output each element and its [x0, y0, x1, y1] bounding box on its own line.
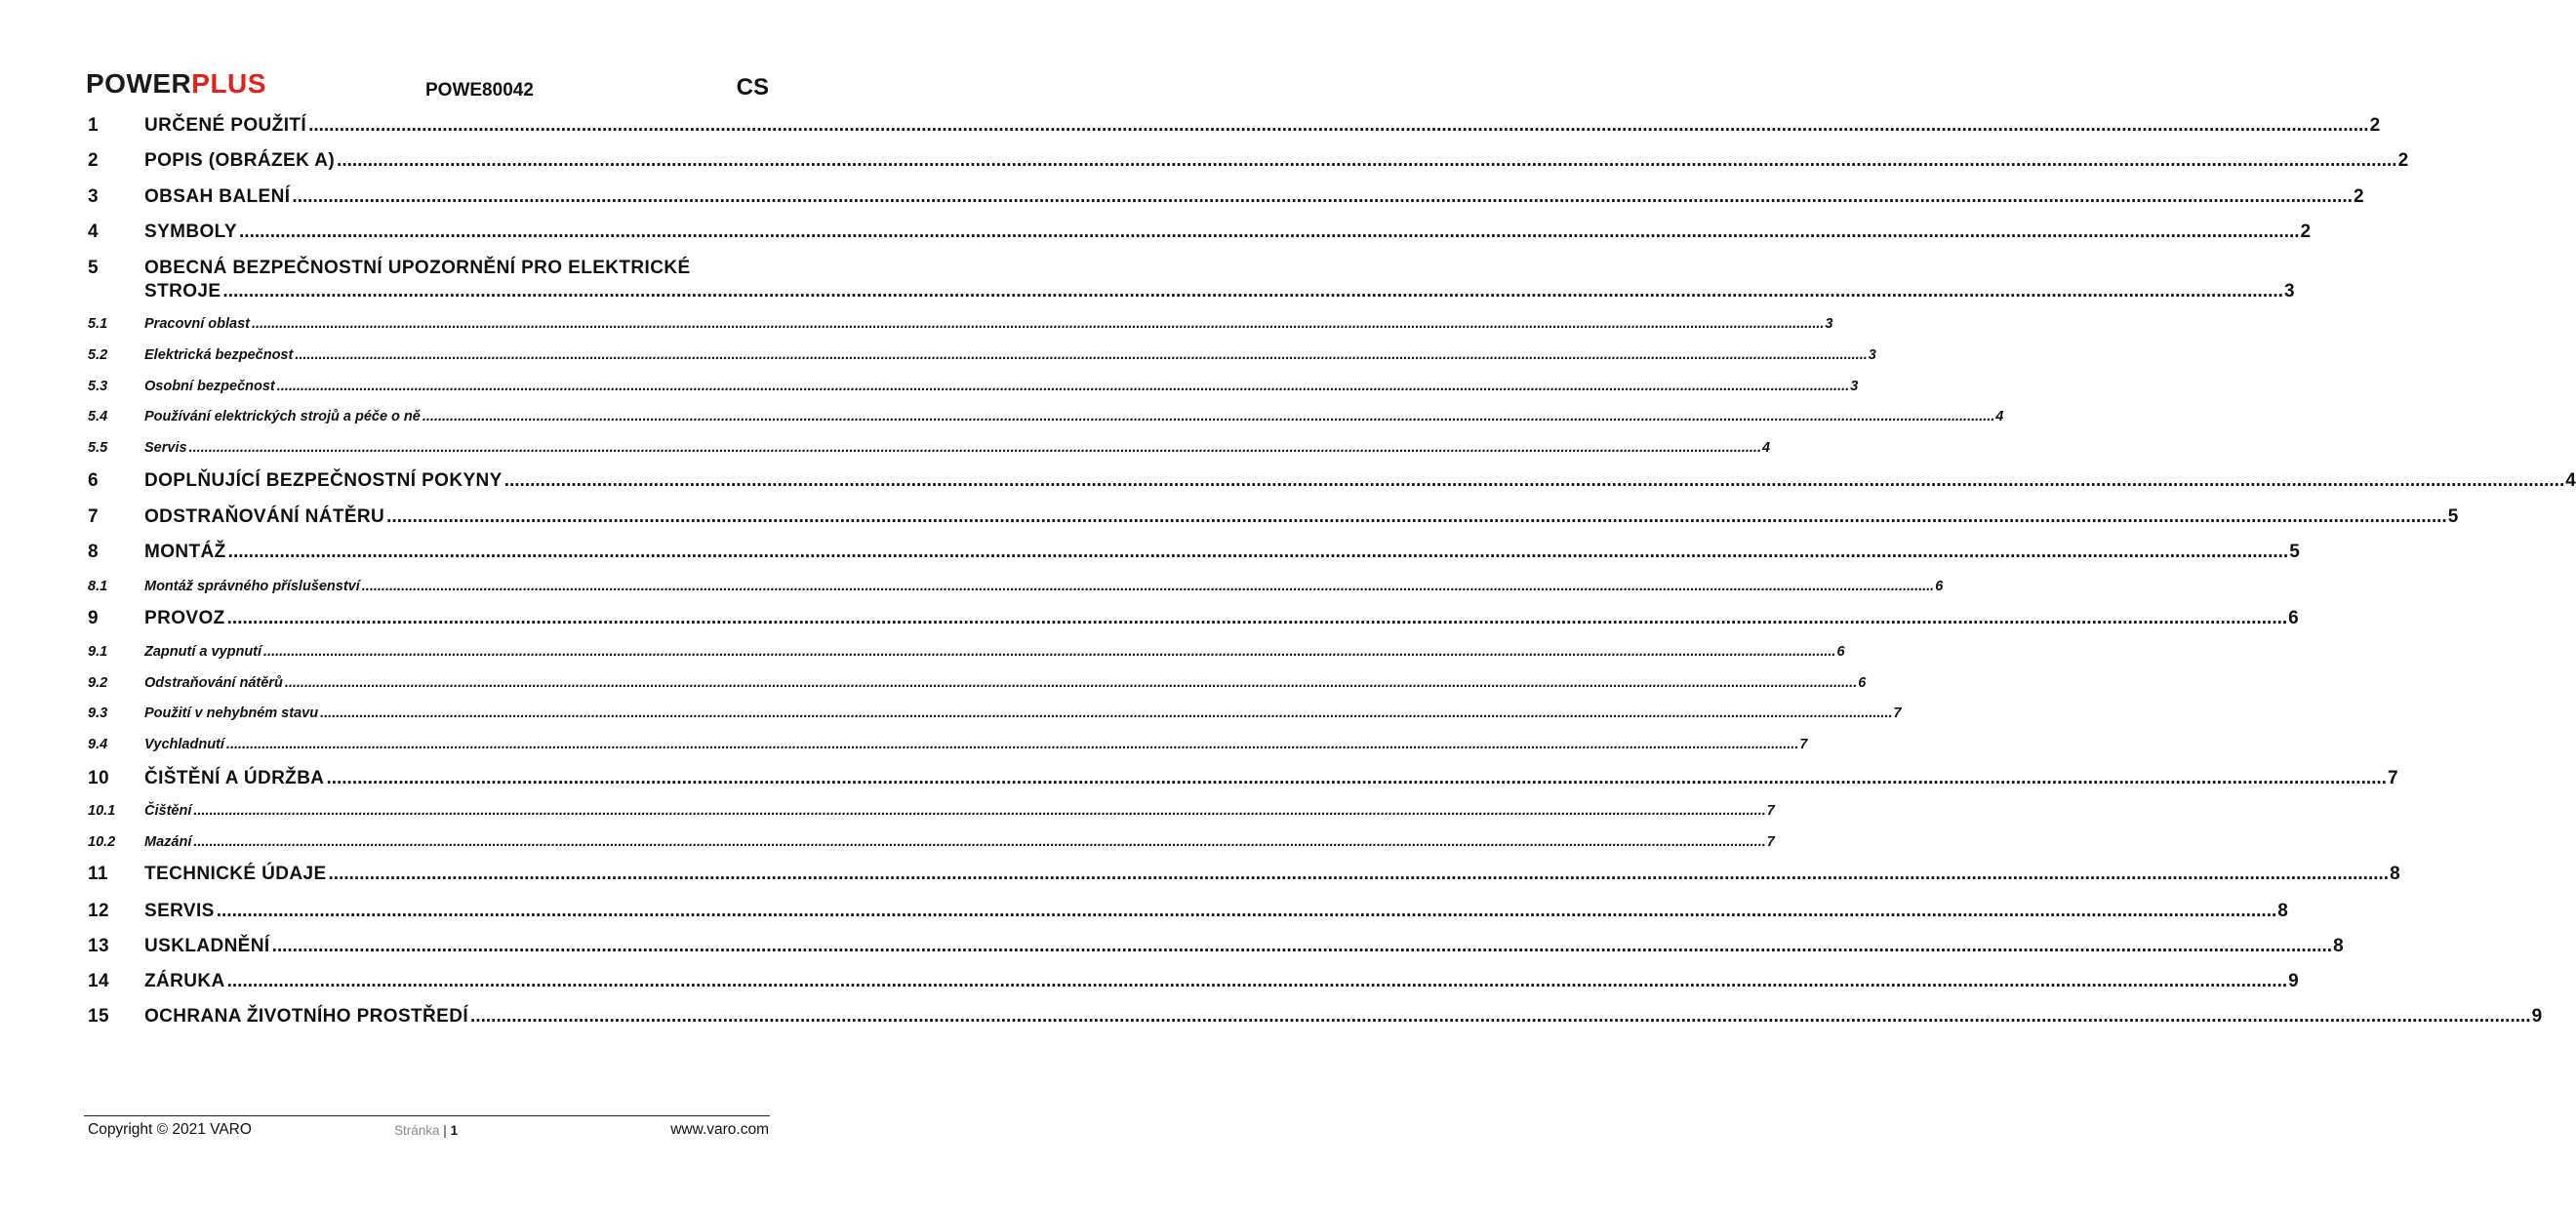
toc-page: 7 [1766, 803, 1775, 819]
toc-page: 2 [2397, 150, 2409, 171]
toc-page: 9 [2531, 1006, 2543, 1027]
toc-title: POPIS (OBRÁZEK A) [144, 150, 336, 171]
toc-title: Odstraňování nátěrů [144, 675, 283, 691]
toc-title: Zapnutí a vypnutí [144, 644, 262, 660]
toc-leader: ................................................................................................................................................................................................................................................................................................................................................................................................................ [193, 834, 1766, 850]
footer-divider [84, 1115, 770, 1116]
toc-title: TECHNICKÉ ÚDAJE [144, 864, 327, 884]
powerplus-logo [86, 68, 266, 100]
toc-number: 9.4 [88, 737, 108, 752]
toc-number: 5.5 [88, 440, 108, 456]
toc-title: ČIŠTĚNÍ A ÚDRŽBA [144, 768, 325, 788]
toc-leader: ................................................................................................................................................................................................................................................................................................................................................................................................................ [271, 936, 2333, 956]
toc-title: OBSAH BALENÍ [144, 186, 291, 207]
toc-page: 8 [2333, 936, 2345, 956]
toc-number: 9.3 [88, 706, 108, 721]
toc-title: PROVOZ [144, 608, 225, 628]
toc-number: 5 [88, 258, 99, 278]
toc-page: 4 [1761, 440, 1771, 456]
page-indicator [394, 1123, 458, 1138]
toc-number: 2 [88, 150, 99, 171]
logo-plus: PLUS [191, 68, 266, 99]
toc-page: 7 [1893, 706, 1902, 721]
toc-title-line1: OBECNÁ BEZPEČNOSTNÍ UPOZORNĚNÍ PRO ELEKTRICKÉ [144, 258, 691, 278]
toc-number: 5.4 [88, 409, 108, 424]
toc-title: Čištění [144, 803, 192, 819]
toc-number: 14 [88, 971, 109, 991]
toc-leader: ................................................................................................................................................................................................................................................................................................................................................................................................................ [226, 608, 2288, 628]
toc-number: 5.2 [88, 347, 108, 363]
toc-number: 9.2 [88, 675, 108, 691]
toc-number: 13 [88, 936, 109, 956]
toc-number: 11 [88, 864, 108, 884]
toc-leader: ................................................................................................................................................................................................................................................................................................................................................................................................................ [188, 440, 1761, 456]
toc-number: 10.1 [88, 803, 116, 819]
toc-page: 4 [2565, 470, 2576, 491]
toc-number: 7 [88, 506, 99, 527]
toc-title: MONTÁŽ [144, 542, 226, 562]
toc-page: 2 [2300, 222, 2312, 242]
toc-page: 3 [1825, 316, 1833, 332]
toc-page: 3 [1850, 379, 1859, 394]
toc-page: 6 [1858, 675, 1867, 691]
toc-title: USKLADNĚNÍ [144, 936, 270, 956]
toc-leader: ................................................................................................................................................................................................................................................................................................................................................................................................................ [292, 186, 2353, 207]
toc-leader: ................................................................................................................................................................................................................................................................................................................................................................................................................ [470, 1006, 2531, 1027]
toc-number: 5.1 [88, 316, 108, 332]
toc-number: 15 [88, 1006, 109, 1027]
toc-page: 8 [2390, 864, 2401, 884]
toc-leader: ................................................................................................................................................................................................................................................................................................................................................................................................................ [263, 644, 1836, 660]
page-header [86, 68, 769, 103]
toc-title: DOPLŇUJÍCÍ BEZPEČNOSTNÍ POKYNY [144, 470, 503, 491]
copyright-text: Copyright © 2021 VARO [88, 1121, 252, 1138]
toc-title: Mazání [144, 834, 192, 850]
toc-number: 8.1 [88, 579, 108, 594]
toc-leader: ................................................................................................................................................................................................................................................................................................................................................................................................................ [227, 542, 2289, 562]
toc-leader: ................................................................................................................................................................................................................................................................................................................................................................................................................ [361, 579, 1935, 594]
toc-number: 10 [88, 768, 109, 788]
toc-leader: ................................................................................................................................................................................................................................................................................................................................................................................................................ [295, 347, 1868, 363]
toc-page: 5 [2289, 542, 2301, 562]
toc-leader: ................................................................................................................................................................................................................................................................................................................................................................................................................ [328, 864, 2390, 884]
toc-number: 3 [88, 186, 99, 207]
toc-leader: ................................................................................................................................................................................................................................................................................................................................................................................................................ [386, 506, 2447, 527]
toc-title: Elektrická bezpečnost [144, 347, 294, 363]
page-number: 1 [450, 1123, 459, 1138]
toc-page: 4 [1995, 409, 2004, 424]
toc-leader: ................................................................................................................................................................................................................................................................................................................................................................................................................ [216, 901, 2277, 921]
toc-number: 9 [88, 608, 99, 628]
toc-title: ODSTRAŇOVÁNÍ NÁTĚRU [144, 506, 385, 527]
toc-page: 8 [2277, 901, 2289, 921]
toc-leader: ................................................................................................................................................................................................................................................................................................................................................................................................................ [251, 316, 1825, 332]
toc-leader: ................................................................................................................................................................................................................................................................................................................................................................................................................ [320, 706, 1893, 721]
toc-leader: ................................................................................................................................................................................................................................................................................................................................................................................................................ [222, 281, 2283, 302]
toc-leader: ................................................................................................................................................................................................................................................................................................................................................................................................................ [422, 409, 1995, 424]
toc-number: 5.3 [88, 379, 108, 394]
toc-leader: ................................................................................................................................................................................................................................................................................................................................................................................................................ [337, 150, 2397, 171]
logo-power: POWER [86, 68, 192, 99]
toc-number: 8 [88, 542, 99, 562]
toc-number: 10.2 [88, 834, 116, 850]
toc-page: 2 [2369, 115, 2381, 136]
toc-title: Servis [144, 440, 187, 456]
toc-leader: ................................................................................................................................................................................................................................................................................................................................................................................................................ [239, 222, 2300, 242]
toc-page: 6 [1836, 644, 1845, 660]
toc-page: 5 [2447, 506, 2459, 527]
toc-leader: ................................................................................................................................................................................................................................................................................................................................................................................................................ [226, 971, 2288, 991]
language-code: CS [736, 74, 769, 101]
toc-title: ZÁRUKA [144, 971, 225, 991]
toc-leader: ................................................................................................................................................................................................................................................................................................................................................................................................................ [503, 470, 2565, 491]
page-label: Stránka [394, 1123, 440, 1138]
toc-number: 9.1 [88, 644, 108, 660]
toc-title: STROJE [144, 281, 221, 302]
toc-page: 3 [2283, 281, 2295, 302]
toc-title: Pracovní oblast [144, 316, 250, 332]
toc-title: URČENÉ POUŽITÍ [144, 115, 307, 136]
toc-leader: ................................................................................................................................................................................................................................................................................................................................................................................................................ [276, 379, 1850, 394]
toc-title: SERVIS [144, 901, 215, 921]
toc-page: 7 [1799, 737, 1808, 752]
toc-title: SYMBOLY [144, 222, 238, 242]
toc-page: 7 [2387, 768, 2398, 788]
toc-title: Montáž správného příslušenství [144, 579, 360, 594]
toc-leader: ................................................................................................................................................................................................................................................................................................................................................................................................................ [193, 803, 1766, 819]
toc-leader: ................................................................................................................................................................................................................................................................................................................................................................................................................ [284, 675, 1858, 691]
toc-number: 4 [88, 222, 99, 242]
toc-page: 7 [1766, 834, 1775, 850]
toc-page: 9 [2288, 971, 2300, 991]
toc-title: Používání elektrických strojů a péče o ně [144, 409, 421, 424]
toc-page: 3 [1868, 347, 1876, 363]
toc-leader: ................................................................................................................................................................................................................................................................................................................................................................................................................ [308, 115, 2369, 136]
model-number: POWE80042 [425, 80, 534, 101]
toc-title: OCHRANA ŽIVOTNÍHO PROSTŘEDÍ [144, 1006, 469, 1027]
toc-number: 6 [88, 470, 99, 491]
toc-number: 1 [88, 115, 99, 136]
toc-leader: ................................................................................................................................................................................................................................................................................................................................................................................................................ [225, 737, 1799, 752]
toc-page: 6 [1935, 579, 1944, 594]
toc-title: Vychladnutí [144, 737, 224, 752]
toc-title: Osobní bezpečnost [144, 379, 275, 394]
website-link[interactable]: www.varo.com [670, 1121, 769, 1138]
toc-number: 12 [88, 901, 109, 921]
toc-title: Použití v nehybném stavu [144, 706, 319, 721]
page-separator: | [443, 1123, 447, 1138]
toc-page: 2 [2353, 186, 2364, 207]
toc-page: 6 [2288, 608, 2300, 628]
toc-leader: ................................................................................................................................................................................................................................................................................................................................................................................................................ [326, 768, 2387, 788]
